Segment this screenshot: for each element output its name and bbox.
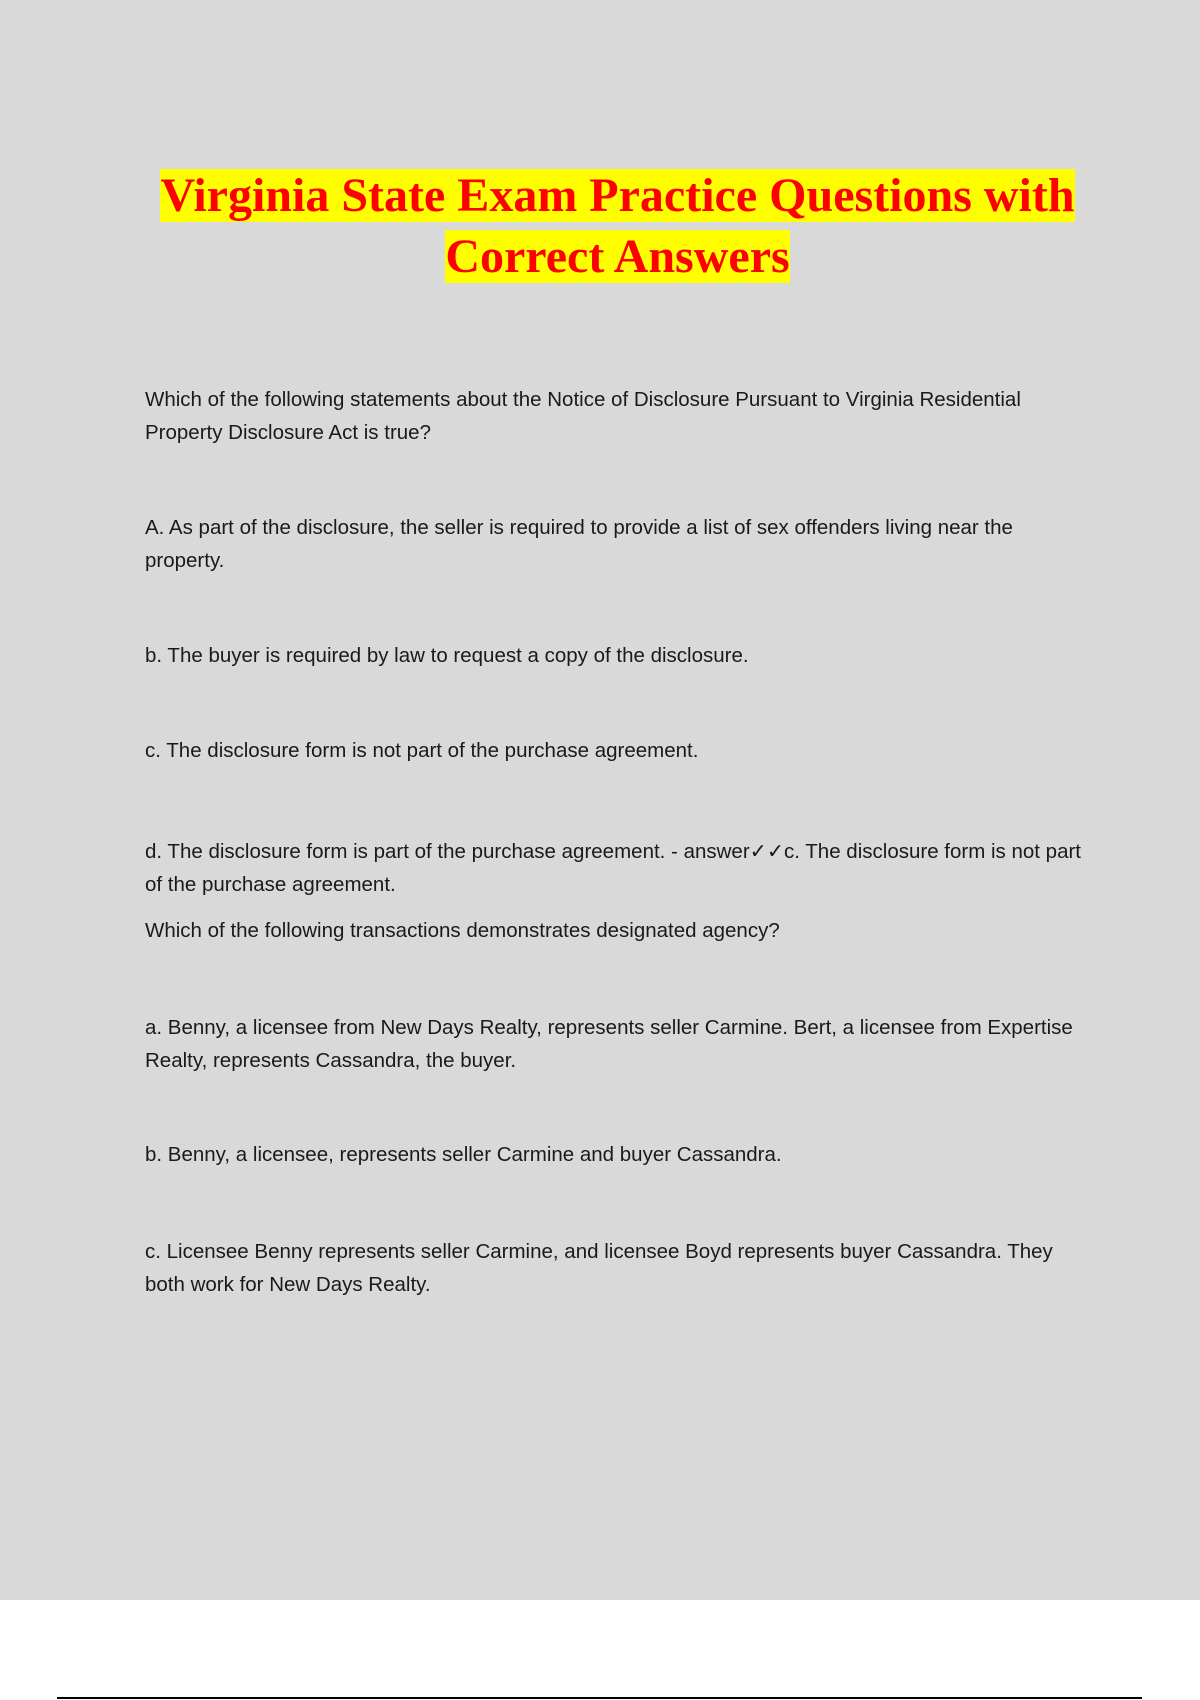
question-2-option-b: b. Benny, a licensee, represents seller Carmine and buyer Cassandra.: [145, 1143, 782, 1166]
question-2-option-c: c. Licensee Benny represents seller Carmine, and licensee Boyd represents buyer Cassandra. They both work for New Days Realty.: [145, 1240, 1053, 1296]
title-line-2: Correct Answers: [445, 230, 790, 283]
question-2-option-a: a. Benny, a licensee from New Days Realty, represents seller Carmine. Bert, a licensee from Expertise Realty, represents Cassandra, the buyer.: [145, 1016, 1073, 1072]
footer-divider: [57, 1697, 1142, 1699]
question-2-stem: Which of the following transactions demonstrates designated agency?: [145, 919, 780, 942]
question-1-stem: Which of the following statements about the Notice of Disclosure Pursuant to Virginia Residential Property Disclosure Act is true?: [145, 388, 1021, 444]
question-1-option-c: c. The disclosure form is not part of the purchase agreement.: [145, 739, 699, 762]
title-line-1: Virginia State Exam Practice Questions with: [160, 169, 1075, 222]
question-1-option-a: A. As part of the disclosure, the seller is required to provide a list of sex offenders living near the property.: [145, 516, 1013, 572]
question-1-option-b: b. The buyer is required by law to request a copy of the disclosure.: [145, 644, 749, 667]
question-1-option-d-answer: d. The disclosure form is part of the purchase agreement. - answer✓✓c. The disclosure form is not part of the purchase agreement.: [145, 840, 1082, 896]
document-title: [100, 165, 1135, 287]
